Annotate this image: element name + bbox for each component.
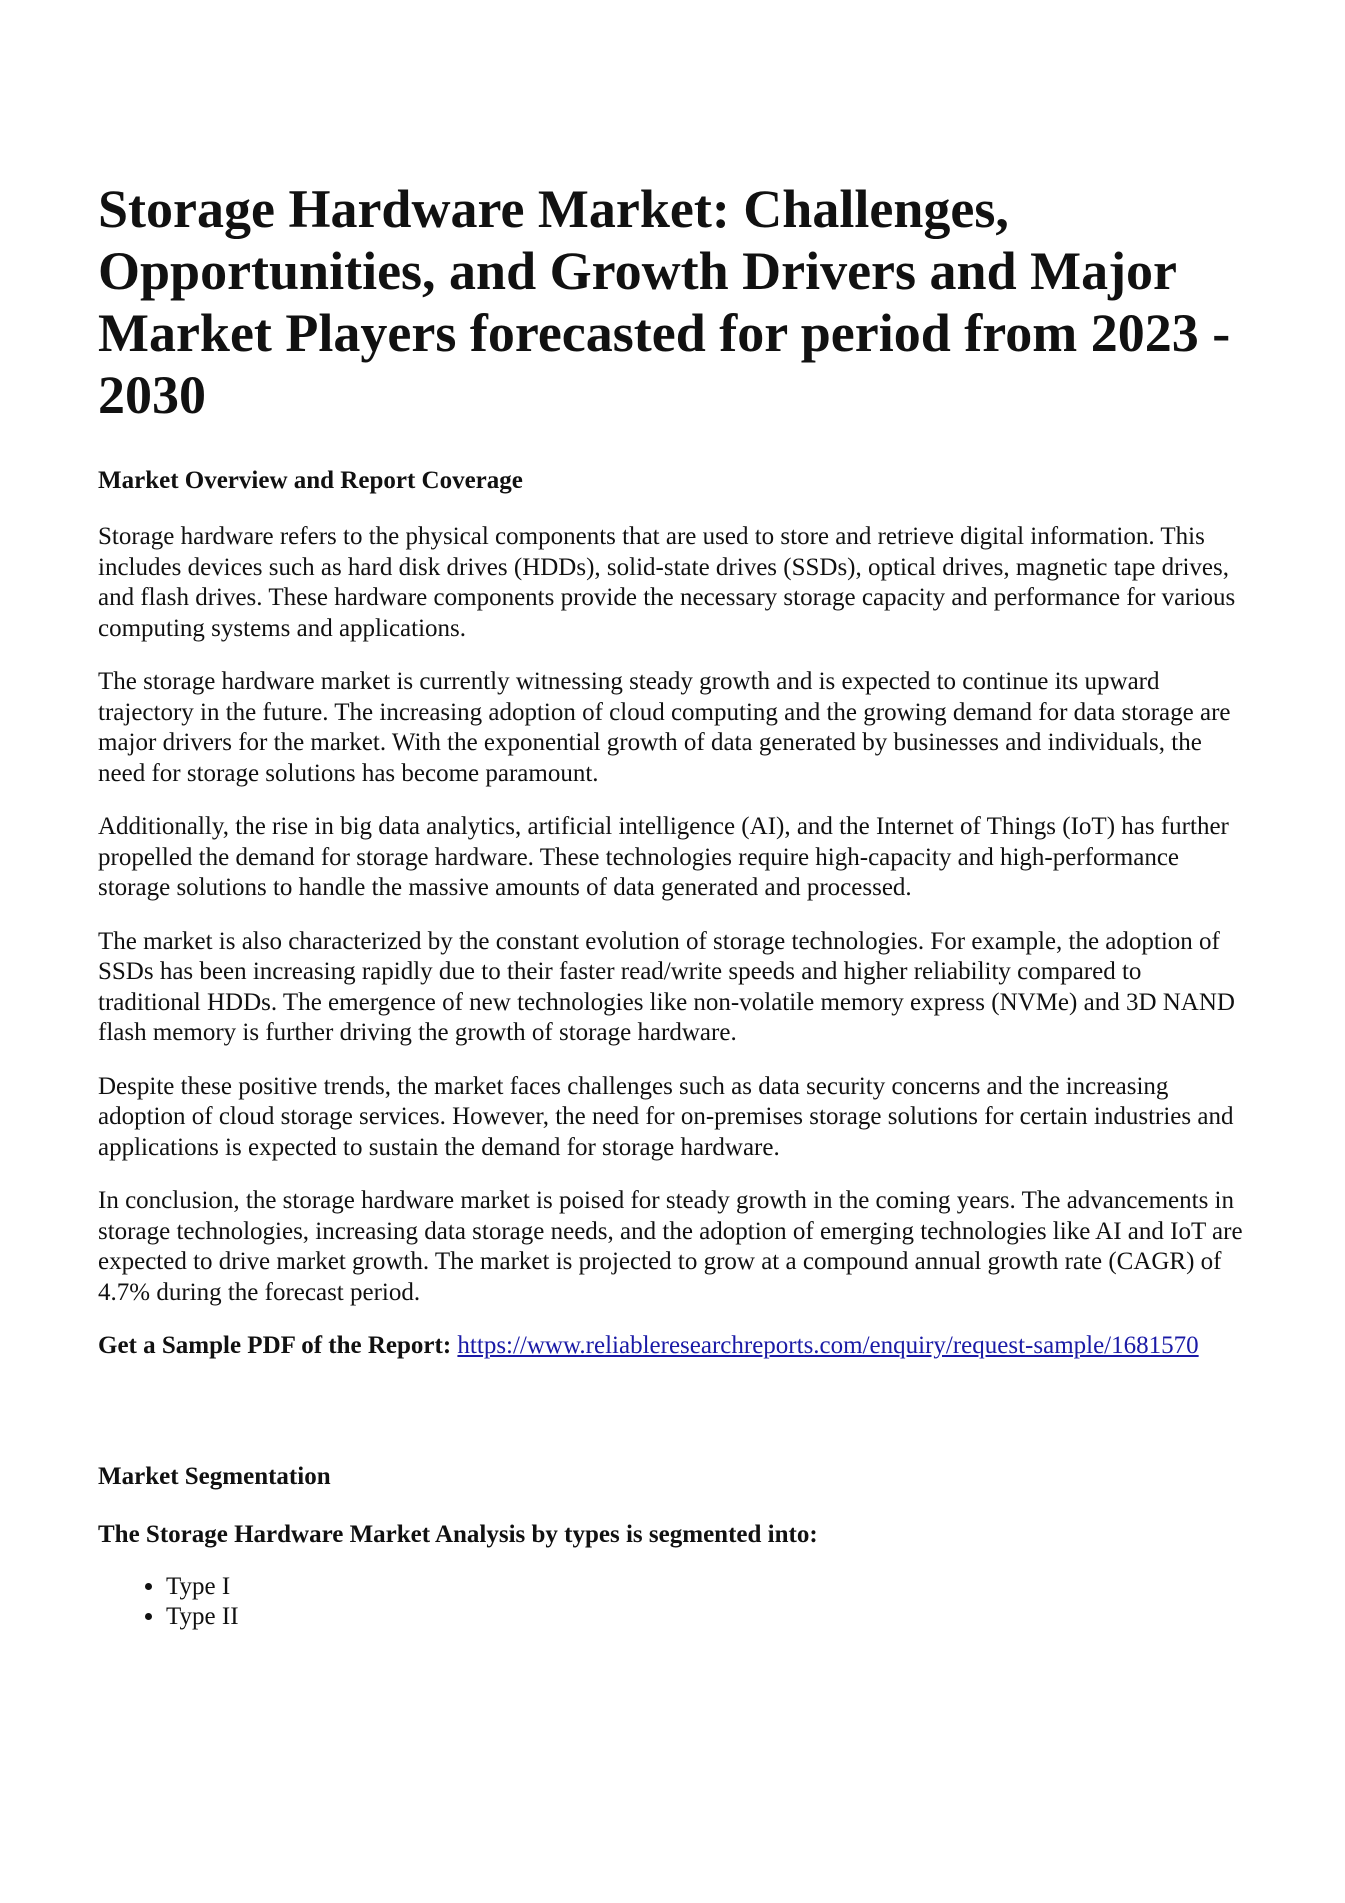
list-item: • Type I: [166, 1572, 1249, 1603]
paragraph-evolution: The market is also characterized by the constant evolution of storage technologies. For example, the adoption of SSDs has been increasing rapidly due to their faster read/write speeds and higher reliability compared to traditional HDDs. The emergence of new technologies like non-volatile memory express (NVMe) and 3D NAND flash memory is further driving the growth of storage hardware.: [98, 927, 1235, 1046]
sample-pdf-label: Get a Sample PDF of the Report:: [98, 1332, 452, 1359]
paragraph-conclusion: In conclusion, the storage hardware market is poised for steady growth in the coming years. The advancements in storage technologies, increasing data storage needs, and the adoption of emerging technologies like AI and IoT are expected to drive market growth. The market is projected to grow at a compound annual growth rate (CAGR) of 4.7% during the forecast period.: [98, 1187, 1243, 1306]
paragraph-challenges: Despite these positive trends, the market faces challenges such as data security concerns and the increasing adoption of cloud storage services. However, the need for on-premises storage solutions for certain industries and applications is expected to sustain the demand for storage hardware.: [98, 1072, 1234, 1161]
paragraph-growth: The storage hardware market is currently witnessing steady growth and is expected to continue its upward trajectory in the future. The increasing adoption of cloud computing and the growing demand for data storage are major drivers for the market. With the exponential growth of data generated by businesses and individuals, the need for storage solutions has become paramount.: [98, 668, 1231, 787]
paragraph-technologies: Additionally, the rise in big data analytics, artificial intelligence (AI), and the Internet of Things (IoT) has further propelled the demand for storage hardware. These technologies require high-capacity and high-performance storage solutions to handle the massive amounts of data generated and processed.: [98, 813, 1229, 901]
list-item: • Type II: [166, 1602, 1249, 1633]
sample-pdf-line: [98, 1331, 1249, 1362]
page-title: Storage Hardware Market: Challenges, Opportunities, and Growth Drivers and Major Market Players forecasted for period from 2023 - 2030: [98, 179, 1231, 425]
paragraph-definition: Storage hardware refers to the physical components that are used to store and retrieve digital information. This includes devices such as hard disk drives (HDDs), solid-state drives (SSDs), optical drives, magnetic tape drives, and flash drives. These hardware components provide the necessary storage capacity and performance for various computing systems and applications.: [98, 523, 1236, 642]
segmentation-heading: Market Segmentation: [98, 1462, 331, 1490]
sample-pdf-link[interactable]: https://www.reliableresearchreports.com/enquiry/request-sample/1681570: [457, 1332, 1199, 1359]
types-list: [98, 1572, 1249, 1633]
types-heading: The Storage Hardware Market Analysis by types is segmented into:: [98, 1520, 818, 1548]
overview-heading: Market Overview and Report Coverage: [98, 467, 523, 494]
